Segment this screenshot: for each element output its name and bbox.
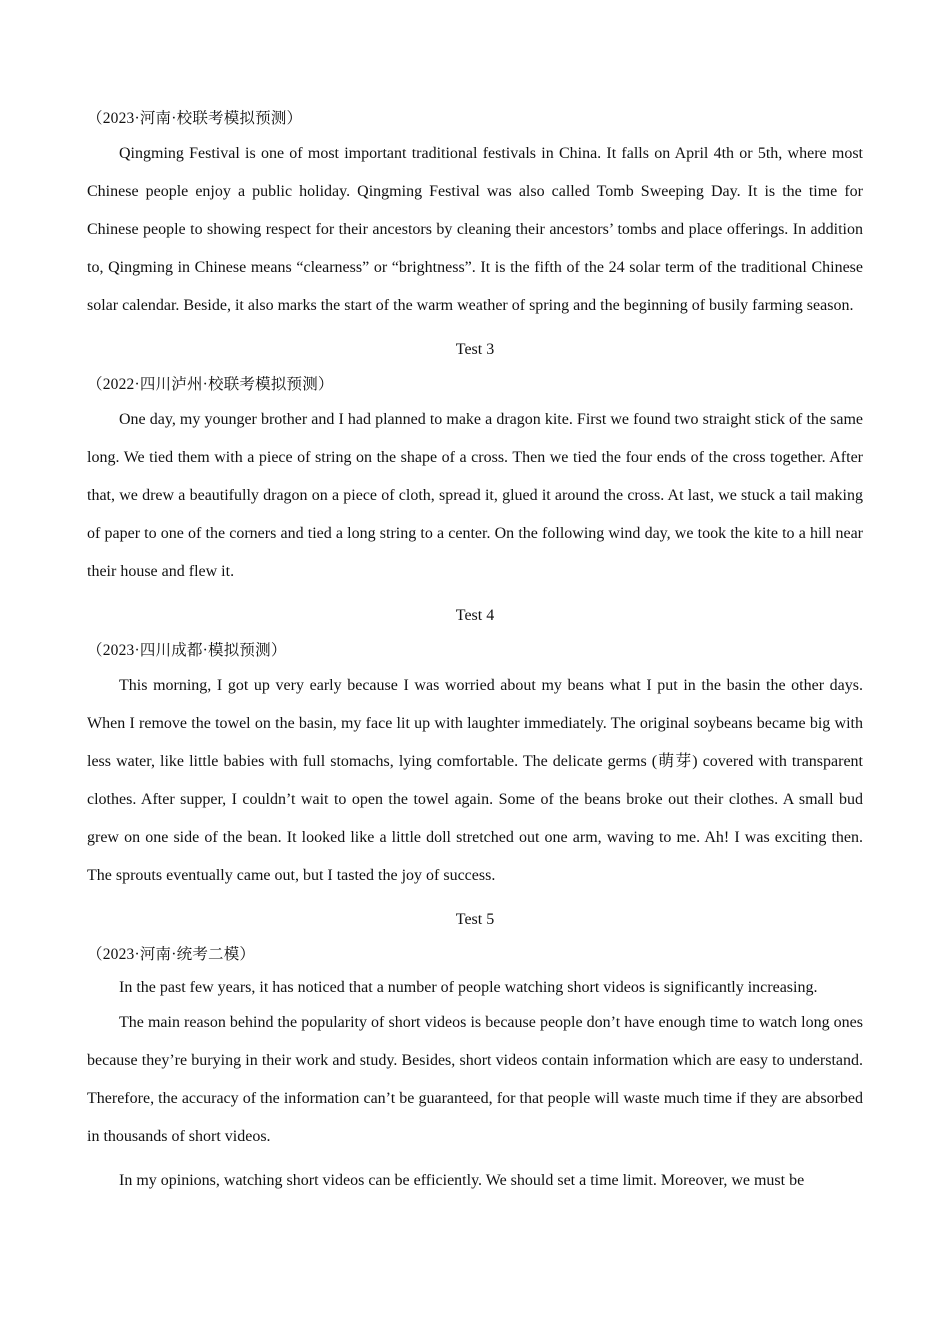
source-label: （2023·河南·统考二模） — [87, 946, 256, 963]
source-label: （2023·四川成都·模拟预测） — [87, 642, 287, 659]
section-1 — [87, 109, 863, 325]
section-test-4 — [87, 606, 863, 895]
paragraph: This morning, I got up very early because I was worried about my beans what I put in the basin the other days. When I remove the towel on the basin, my face lit up with laughter immediately. The original soybeans became big with less water, like little babies with full stomachs, lying comfortable. The delicate germs (萌芽) covered with transparent clothes. After supper, I couldn’t wait to open the towel again. Some of the beans broke out their clothes. A small bud grew on one side of the bean. It looked like a little doll stretched out one arm, waving to me. Ah! I was exciting then. The sprouts eventually came out, but I tasted the joy of success. — [87, 677, 863, 884]
section-heading: Test 4 — [455, 607, 495, 624]
paragraph: In my opinions, watching short videos can be efficiently. We should set a time limit. Moreover, we must be — [119, 1172, 805, 1189]
paragraph: In the past few years, it has noticed that a number of people watching short videos is significantly increasing. — [119, 979, 818, 996]
paragraph: Qingming Festival is one of most important traditional festivals in China. It falls on April 4th or 5th, where most Chinese people enjoy a public holiday. Qingming Festival was also called Tomb Sweeping Day. It is the time for Chinese people to showing respect for their ancestors by cleaning their ancestors’ tombs and place offerings. In addition to, Qingming in Chinese means “clearness” or “brightness”. It is the fifth of the 24 solar term of the traditional Chinese solar calendar. Beside, it also marks the start of the warm weather of spring and the beginning of busily farming season. — [87, 145, 863, 314]
section-heading: Test 3 — [455, 341, 495, 358]
paragraph: The main reason behind the popularity of short videos is because people don’t have enough time to watch long ones because they’re burying in their work and study. Besides, short videos contain information which are easy to understand. Therefore, the accuracy of the information can’t be guaranteed, for that people will waste much time if they are absorbed in thousands of short videos. — [87, 1014, 863, 1145]
section-heading: Test 5 — [455, 911, 495, 928]
section-test-5 — [87, 910, 863, 1200]
source-label: （2022·四川泸州·校联考模拟预测） — [87, 376, 334, 393]
section-test-3 — [87, 340, 863, 591]
paragraph: One day, my younger brother and I had planned to make a dragon kite. First we found two straight stick of the same long. We tied them with a piece of string on the shape of a cross. Then we tied the four ends of the cross together. After that, we drew a beautifully dragon on a piece of cloth, spread it, glued it around the cross. At last, we stuck a tail making of paper to one of the corners and tied a long string to a center. On the following wind day, we took the kite to a hill near their house and flew it. — [87, 411, 863, 580]
source-label: （2023·河南·校联考模拟预测） — [87, 110, 303, 127]
